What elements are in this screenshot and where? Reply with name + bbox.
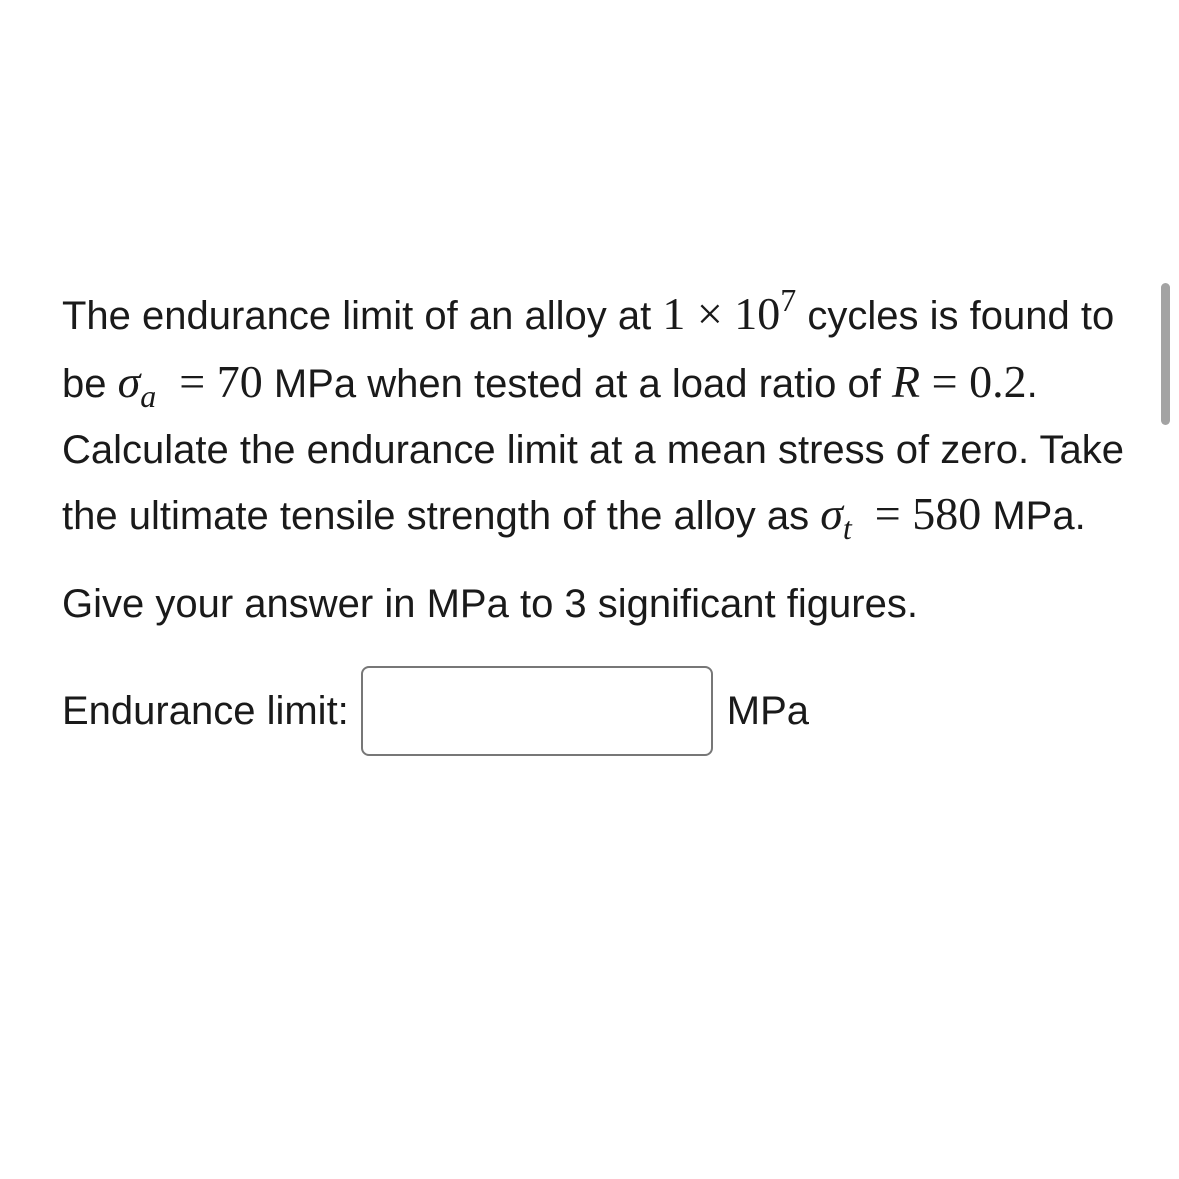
math-equals: =	[874, 488, 901, 539]
question-text-part: MPa.	[981, 494, 1086, 538]
math-sigma-symbol: σ	[820, 488, 843, 539]
question-text-part: MPa when tested at a load ratio of	[262, 362, 893, 406]
math-sigma-t-value: 580	[912, 488, 982, 539]
question-container	[62, 282, 1142, 756]
math-space	[852, 488, 875, 539]
question-text-part: The endurance limit of an alloy at	[62, 294, 663, 338]
math-space	[156, 356, 179, 407]
math-space	[958, 356, 970, 407]
question-text-part: . Calculate the endurance limit at a mean stress of zero. Take the ultimate tensile strength of the alloy as	[62, 362, 1125, 538]
math-sigma-symbol: σ	[117, 356, 141, 407]
math-sigma-a-value: 70	[216, 356, 263, 407]
endurance-limit-input[interactable]	[361, 666, 713, 756]
math-load-ratio-symbol: R	[892, 356, 921, 407]
question-text	[62, 282, 1142, 550]
math-space	[901, 488, 913, 539]
math-times-symbol	[685, 288, 697, 339]
math-cycles-base: 10	[734, 288, 781, 339]
math-equals: =	[931, 356, 958, 407]
math-cycles-exponent: 7	[780, 282, 797, 318]
scrollbar[interactable]	[1161, 283, 1170, 425]
math-cycles-coefficient: 1	[662, 288, 686, 339]
question-text-part: cycles is found to be	[62, 294, 1115, 406]
answer-row	[62, 666, 1142, 756]
math-load-ratio-value: 0.2	[969, 356, 1027, 407]
answer-unit: MPa	[726, 689, 810, 733]
math-space	[920, 356, 932, 407]
math-space	[205, 356, 217, 407]
math-subscript-t: t	[842, 510, 852, 546]
math-times-symbol: ×	[696, 288, 723, 339]
answer-label: Endurance limit:	[62, 689, 349, 733]
math-equals: =	[179, 356, 206, 407]
math-space	[723, 288, 735, 339]
instruction-text: Give your answer in MPa to 3 significant figures.	[62, 582, 918, 626]
math-subscript-a: a	[140, 378, 157, 414]
